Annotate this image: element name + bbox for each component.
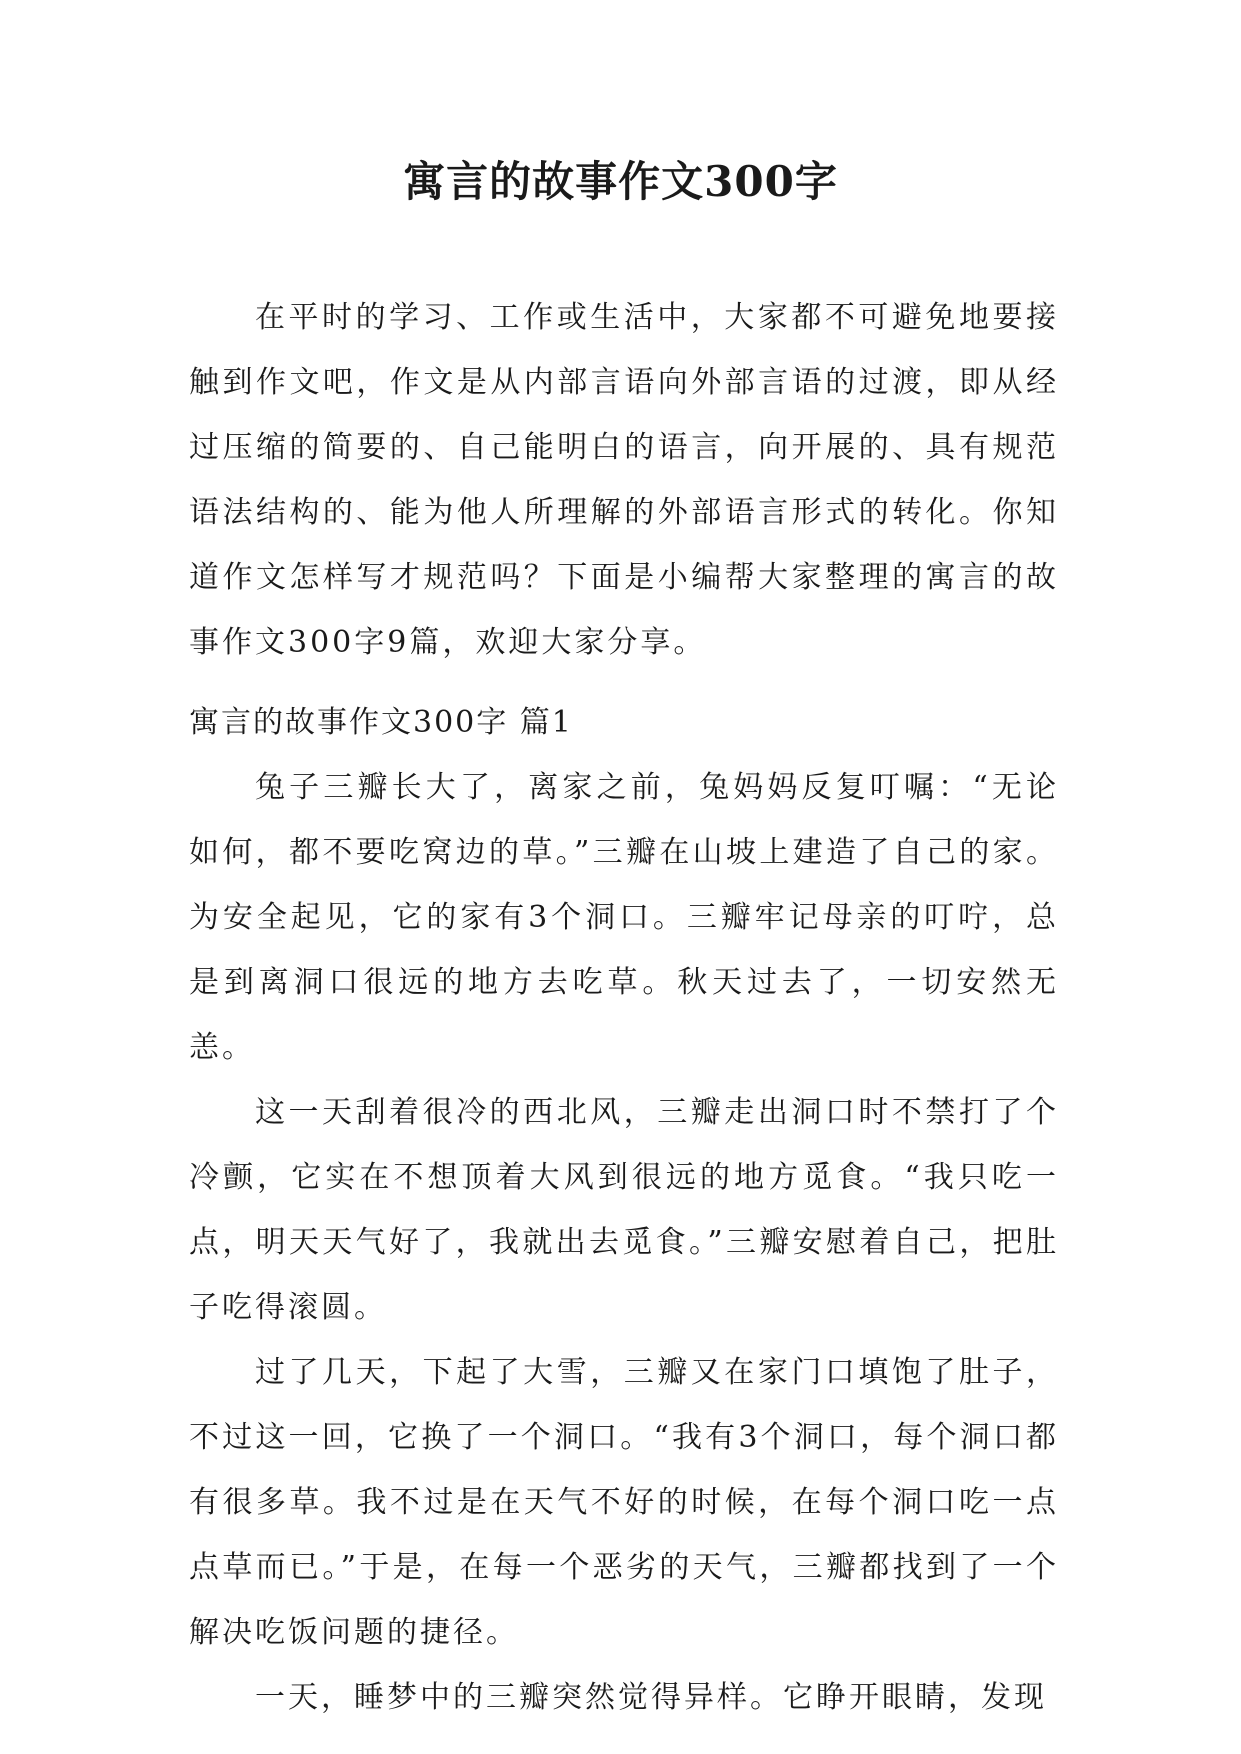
document-title: 寓言的故事作文300字 (403, 157, 838, 206)
section-heading: 寓言的故事作文300字 篇1 (189, 705, 573, 740)
story-body (189, 755, 1059, 1730)
story-paragraph-2: 这一天刮着很冷的西北风，三瓣走出洞口时不禁打了个冷颤，它实在不想顶着大风到很远的地方觅食。“我只吃一点，明天天气好了，我就出去觅食。”三瓣安慰着自己，把肚子吃得滚圆。 (189, 1095, 1059, 1325)
story-paragraph-4: 一天，睡梦中的三瓣突然觉得异样。它睁开眼睛，发现 (255, 1680, 1047, 1715)
story-paragraph-3: 过了几天，下起了大雪，三瓣又在家门口填饱了肚子，不过这一回，它换了一个洞口。“我有3个洞口，每个洞口都有很多草。我不过是在天气不好的时候，在每个洞口吃一点点草而已。”于是，在每一个恶劣的天气，三瓣都找到了一个解决吃饭问题的捷径。 (189, 1355, 1059, 1650)
intro-paragraph: 在平时的学习、工作或生活中，大家都不可避免地要接触到作文吧，作文是从内部言语向外部言语的过渡，即从经过压缩的简要的、自己能明白的语言，向开展的、具有规范语法结构的、能为他人所理解的外部语言形式的转化。你知道作文怎样写才规范吗？下面是小编帮大家整理的寓言的故事作文300字9篇，欢迎大家分享。 (189, 300, 1059, 660)
story-paragraph-1: 兔子三瓣长大了，离家之前，兔妈妈反复叮嘱：“无论如何，都不要吃窝边的草。”三瓣在山坡上建造了自己的家。为安全起见，它的家有3个洞口。三瓣牢记母亲的叮咛，总是到离洞口很远的地方去吃草。秋天过去了，一切安然无恙。 (189, 770, 1059, 1065)
